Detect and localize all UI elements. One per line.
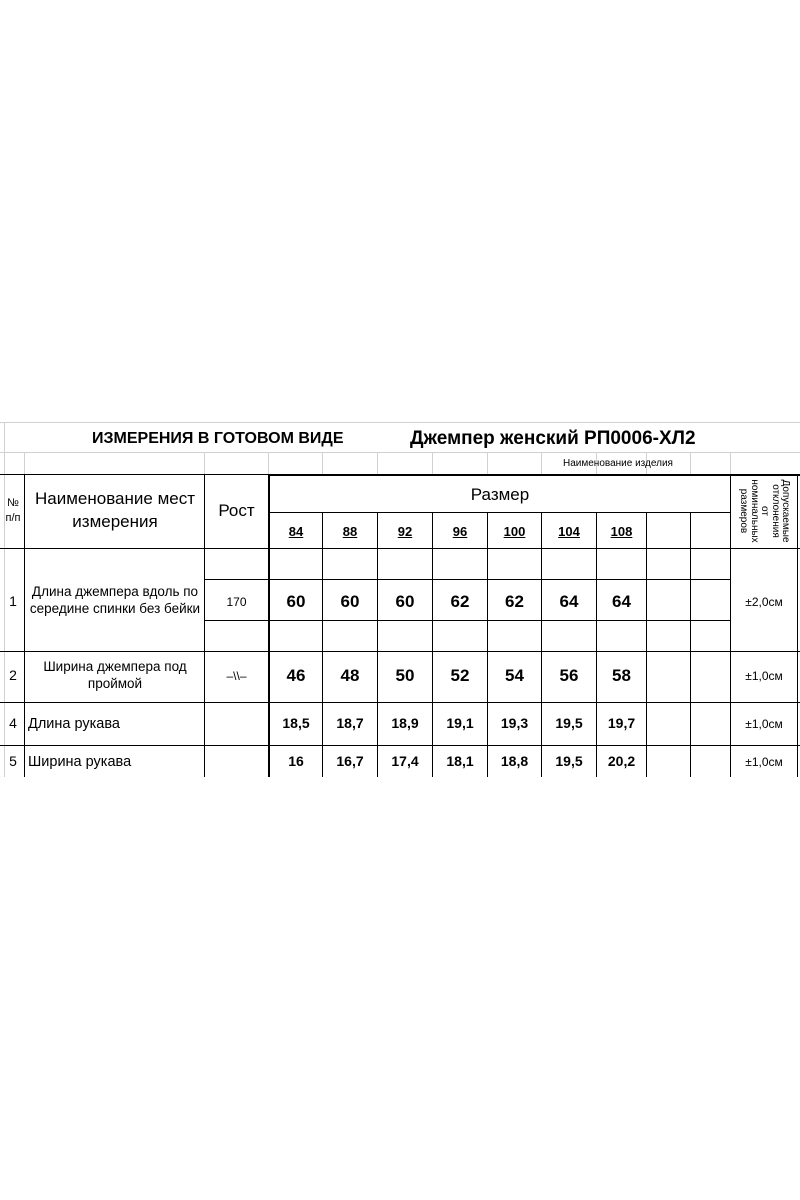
row-tolerance: ±1,0см (745, 716, 783, 731)
header-num: № п/п (5, 496, 21, 524)
row-value: 19,3 (500, 715, 529, 732)
row-num: 2 (9, 667, 17, 684)
row-height: 170 (226, 594, 247, 609)
size-100: 100 (503, 523, 526, 539)
row-value: 56 (559, 666, 579, 686)
row-num: 4 (9, 715, 17, 732)
row-value: 50 (395, 666, 415, 686)
row-value: 20,2 (607, 753, 636, 770)
size-88: 88 (342, 523, 358, 539)
size-104: 104 (558, 523, 580, 539)
row-value: 48 (340, 666, 360, 686)
document-title: ИЗМЕРЕНИЯ В ГОТОВОМ ВИДЕ (92, 430, 344, 447)
row-value: 54 (505, 666, 524, 686)
size-96: 96 (452, 523, 468, 539)
row-value: 64 (559, 592, 579, 612)
row-value: 18,9 (391, 715, 419, 732)
row-value: 64 (612, 592, 631, 612)
row-value: 19,5 (555, 715, 583, 732)
row-tolerance: ±1,0см (745, 668, 783, 683)
row-name: Ширина джемпера под проймой (43, 659, 187, 691)
row-name: Длина джемпера вдоль по середине спинки без бейки (29, 584, 201, 616)
row-height (205, 750, 268, 774)
row-value: 46 (286, 666, 306, 686)
row-name: Ширина рукава (28, 754, 132, 770)
size-92: 92 (397, 523, 413, 539)
row-value: 52 (450, 666, 470, 686)
row-num: 5 (9, 753, 17, 770)
row-value: 16,7 (336, 753, 364, 770)
row-value: 18,5 (282, 715, 310, 732)
row-value: 60 (395, 592, 415, 612)
row-value: 19,7 (607, 715, 636, 732)
row-value: 62 (450, 592, 470, 612)
row-value: 18,7 (336, 715, 364, 732)
row-value: 19,5 (555, 753, 583, 770)
size-84: 84 (288, 523, 304, 539)
row-value: 17,4 (391, 753, 419, 770)
row-tolerance: ±2,0см (745, 594, 783, 609)
row-value: 58 (612, 666, 631, 686)
row-tolerance: ±1,0см (745, 754, 783, 769)
row-name: Длина рукава (28, 716, 120, 732)
row-height (205, 712, 268, 736)
row-value: 60 (340, 592, 360, 612)
header-name: Наименование мест измерения (35, 489, 195, 531)
product-caption: Наименование изделия (563, 457, 673, 469)
row-value: 60 (286, 592, 306, 612)
row-value: 62 (505, 592, 524, 612)
row-height: –\\– (226, 668, 247, 683)
row-value: 18,1 (446, 753, 474, 770)
row-num: 1 (9, 593, 17, 610)
product-title: Джемпер женский РП0006-ХЛ2 (410, 428, 696, 449)
header-size-group: Размер (470, 485, 530, 505)
row-value: 16 (288, 753, 304, 770)
header-height: Рост (218, 501, 255, 521)
row-value: 18,8 (500, 753, 529, 770)
header-tolerance: Допускаемые отклонения от номинальных размеров (738, 479, 792, 543)
row-value: 19,1 (446, 715, 474, 732)
size-108: 108 (610, 523, 633, 539)
